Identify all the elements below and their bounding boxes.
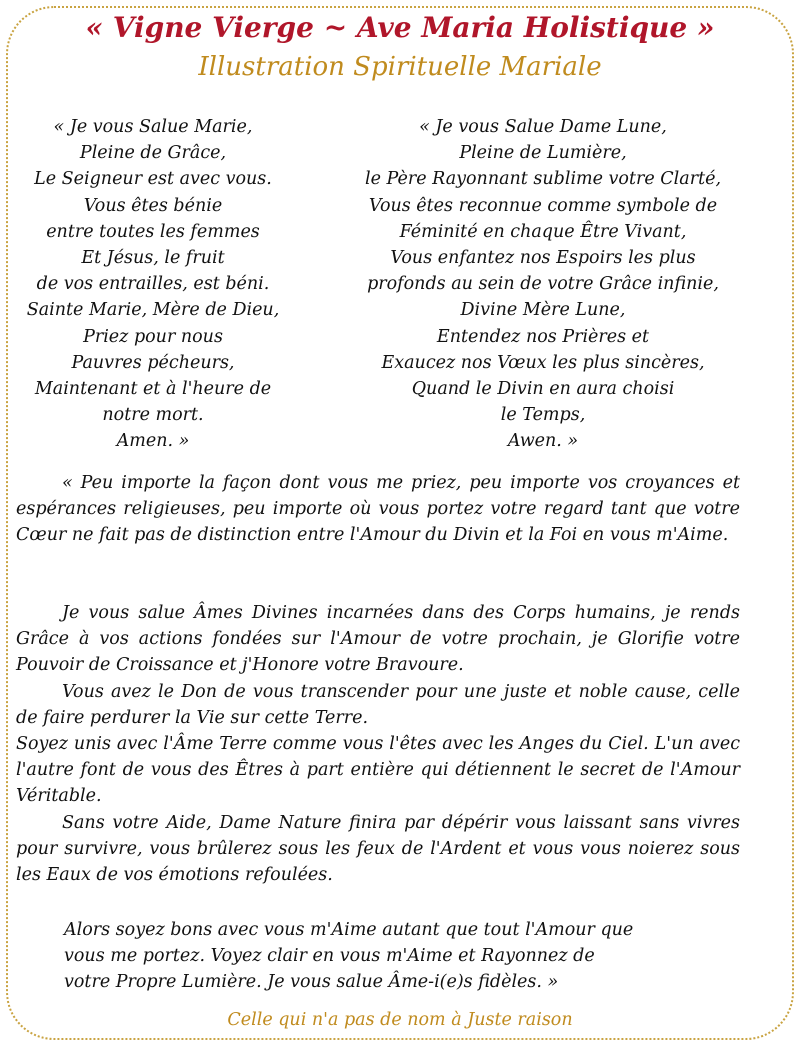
paragraph: Je vous salue Âmes Divines incarnées dans des Corps humains, je rends Grâce à vos actions fondées sur l'Amour de votre prochain, je Glorifie votre Pouvoir de Croissance et j'Honore votre Bravoure. [16, 603, 740, 676]
closing-line: vous me portez. Voyez clair en vous m'Aime et Rayonnez de [64, 946, 595, 967]
ave-maria-prayer [8, 114, 298, 455]
paragraph: « Peu importe la façon dont vous me priez, peu importe vos croyances et espérances religieuses, peu importe où vous portez votre regard tant que votre Cœur ne fait pas de distinction entre l'Amour du Divin et la Foi en vous m'Aime. [16, 473, 740, 546]
paragraph: Vous avez le Don de vous transcender pour une juste et noble cause, celle de faire perdurer la Vie sur cette Terre. [16, 681, 740, 728]
closing-paragraph [64, 917, 744, 996]
prayer-line: Amen. » [116, 431, 190, 452]
closing-line: votre Propre Lumière. Je vous salue Âme-i(e)s fidèles. » [64, 972, 559, 993]
prayer-line: Le Seigneur est avec vous. [34, 169, 272, 190]
prayer-line: Entendez nos Prières et [436, 326, 650, 347]
prayer-line: Et Jésus, le fruit [81, 248, 225, 269]
prayer-line: Pleine de Grâce, [79, 143, 227, 164]
prayer-line: Divine Mère Lune, [460, 300, 626, 321]
prayer-line: Maintenant et à l'heure de [34, 379, 272, 400]
signature: Celle qui n'a pas de nom à Juste raison [227, 1010, 573, 1030]
prayer-line: entre toutes les femmes [46, 221, 260, 242]
paragraph: Soyez unis avec l'Âme Terre comme vous l'êtes avec les Anges du Ciel. L'un avec l'autre font de vous des Êtres à part entière qui détiennent le secret de l'Amour Véritable. [16, 734, 740, 807]
prayer-line: Quand le Divin en aura choisi [411, 379, 675, 400]
page-subtitle: Illustration Spirituelle Mariale [198, 52, 602, 82]
prayer-line: Pauvres pécheurs, [71, 352, 235, 373]
prayer-line: Vous êtes bénie [83, 195, 223, 216]
body-main [16, 600, 740, 888]
prayer-line: Sainte Marie, Mère de Dieu, [26, 300, 280, 321]
page-title: « Vigne Vierge ~ Ave Maria Holistique » [85, 11, 715, 44]
prayer-line: « Je vous Salue Marie, [53, 117, 253, 137]
prayer-line: Exaucez nos Vœux les plus sincères, [381, 352, 705, 373]
dame-lune-prayer [333, 114, 753, 455]
prayer-line: Vous êtes reconnue comme symbole de [368, 195, 718, 216]
prayer-line: Priez pour nous [83, 326, 223, 347]
prayer-line: Pleine de Lumière, [459, 143, 627, 164]
prayer-line: notre mort. [102, 405, 204, 426]
prayer-line: Vous enfantez nos Espoirs les plus [390, 248, 696, 269]
prayer-line: le Père Rayonnant sublime votre Clarté, [364, 169, 722, 190]
prayer-line: profonds au sein de votre Grâce infinie, [367, 274, 719, 295]
prayer-line: de vos entrailles, est béni. [36, 274, 270, 295]
prayer-line: le Temps, [500, 405, 586, 426]
prayer-line: « Je vous Salue Dame Lune, [419, 117, 667, 137]
prayer-line: Awen. » [507, 431, 579, 452]
closing-line: Alors soyez bons avec vous m'Aime autant que tout l'Amour que [64, 920, 634, 940]
paragraph: Sans votre Aide, Dame Nature finira par dépérir vous laissant sans vivres pour survivre, vous brûlerez sous les feux de l'Ardent et vous vous noierez sous les Eaux de vos émotions refoulées. [16, 812, 740, 886]
prayer-line: Féminité en chaque Être Vivant, [399, 221, 687, 242]
body-intro [16, 470, 740, 549]
